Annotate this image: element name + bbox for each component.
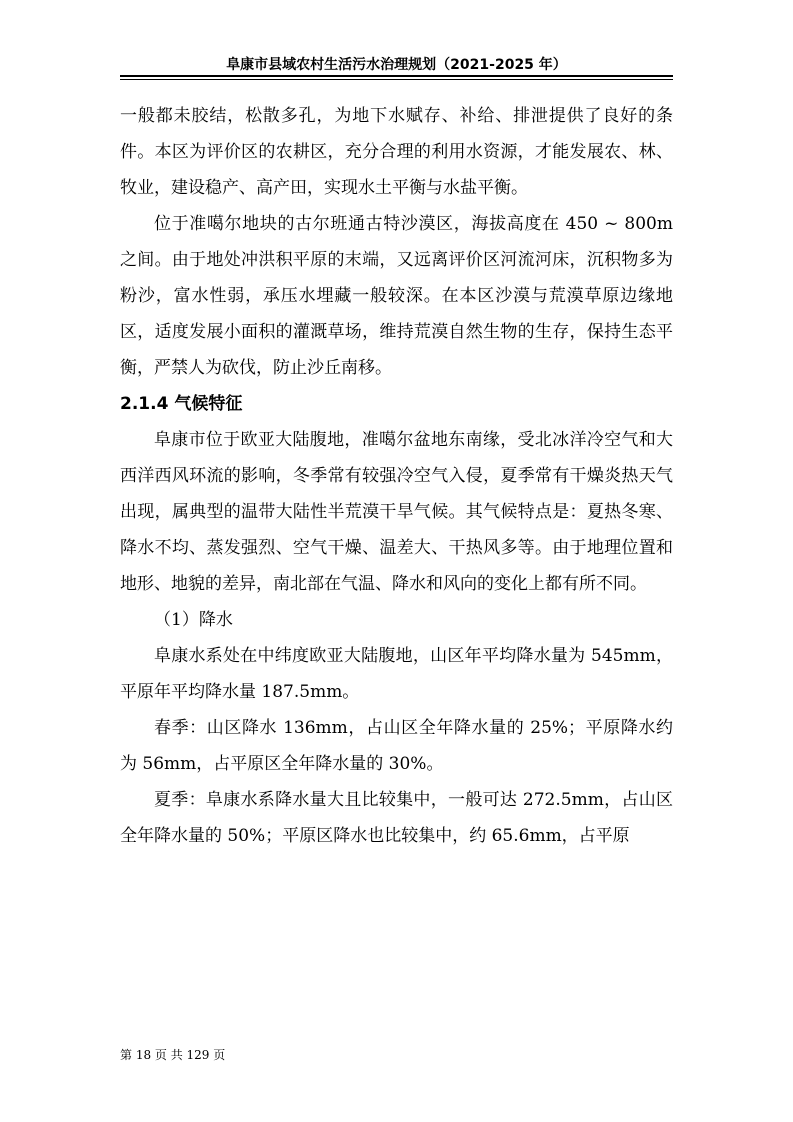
page-header-title: 阜康市县域农村生活污水治理规划（2021-2025 年） — [226, 57, 567, 73]
paragraph-4: 阜康水系处在中纬度欧亚大陆腹地，山区年平均降水量为 545mm，平原年平均降水量 187.5mm。 — [120, 646, 673, 702]
paragraph-5: 春季：山区降水 136mm，占山区全年降水量的 25%；平原降水约为 56mm，占平原区全年降水量的 30%。 — [120, 718, 673, 774]
section-heading: 2.1.4 气候特征 — [120, 394, 243, 414]
page-footer: 第 18 页 共 129 页 — [120, 1048, 226, 1062]
paragraph-2: 位于准噶尔地块的古尔班通古特沙漠区，海拔高度在 450 ~ 800m 之间。由于地处冲洪积平原的末端，又远离评价区河流河床，沉积物多为粉沙，富水性弱，承压水埋藏一般较深。在本区沙漠与荒漠草原边缘地区，适度发展小面积的灌溉草场，维持荒漠自然生物的生存，保持生态平衡，严禁人为砍伐，防止沙丘南移。 — [120, 214, 673, 378]
header-rule-thin — [120, 79, 673, 80]
paragraph-6: 夏季：阜康水系降水量大且比较集中，一般可达 272.5mm，占山区全年降水量的 50%；平原区降水也比较集中，约 65.6mm，占平原 — [120, 790, 673, 846]
subheading: （1）降水 — [154, 610, 233, 630]
body-text — [120, 98, 673, 854]
paragraph-3: 阜康市位于欧亚大陆腹地，准噶尔盆地东南缘，受北冰洋冷空气和大西洋西风环流的影响，冬季常有较强冷空气入侵，夏季常有干燥炎热天气出现，属典型的温带大陆性半荒漠干旱气候。其气候特点是：夏热冬寒、降水不均、蒸发强烈、空气干燥、温差大、干热风多等。由于地理位置和地形、地貌的差异，南北部在气温、降水和风向的变化上都有所不同。 — [120, 430, 673, 594]
header-rule — [120, 75, 673, 77]
paragraph-1: 一般都未胶结，松散多孔，为地下水赋存、补给、排泄提供了良好的条件。本区为评价区的农耕区，充分合理的利用水资源，才能发展农、林、牧业，建设稳产、高产田，实现水土平衡与水盐平衡。 — [120, 106, 673, 198]
